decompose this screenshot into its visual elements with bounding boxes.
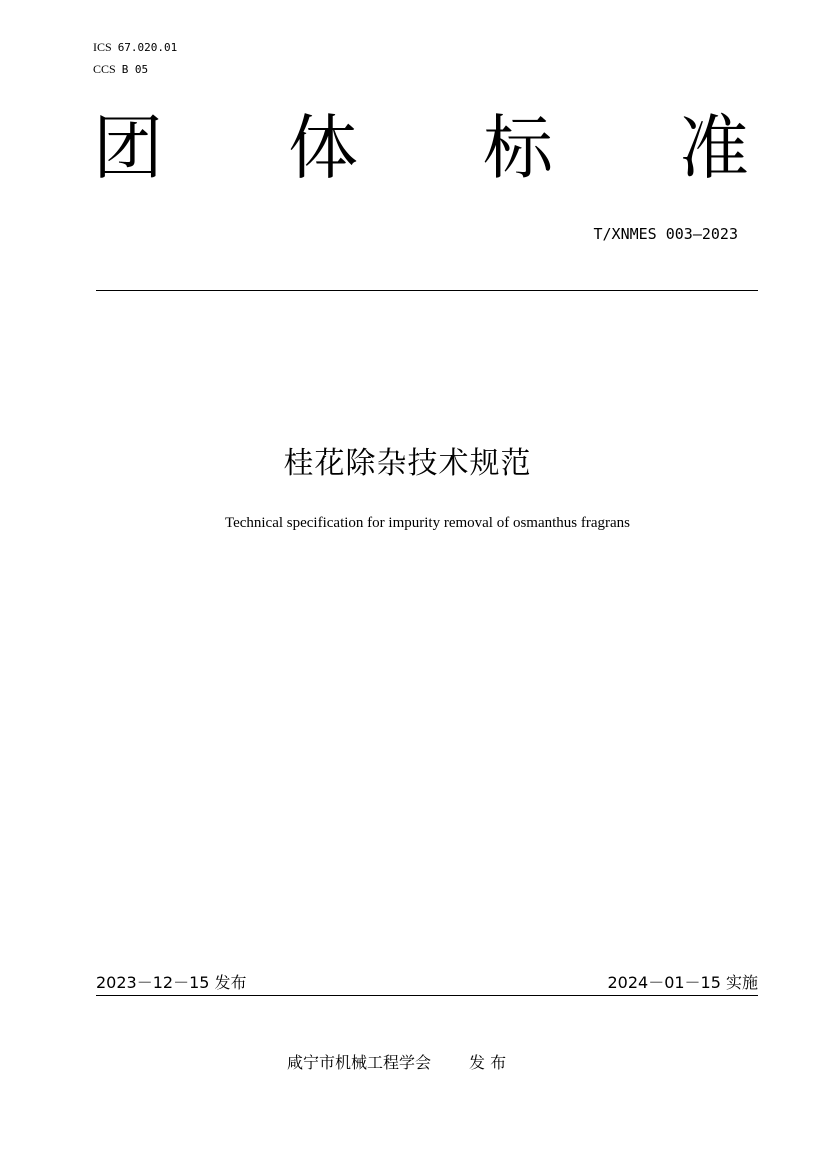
ccs-line xyxy=(93,62,148,77)
ics-line xyxy=(93,40,177,55)
group-standard-char-1: 团 xyxy=(93,107,163,189)
issuer-name: 咸宁市机械工程学会 xyxy=(287,1053,432,1072)
header-divider xyxy=(96,290,758,291)
implement-date: 2024－01－15 实施 xyxy=(607,973,758,992)
document-title-en: Technical specification for impurity removal of osmanthus fragrans xyxy=(224,515,631,531)
ccs-label: CCS xyxy=(93,62,116,76)
group-standard-char-4: 准 xyxy=(679,107,749,189)
footer-divider xyxy=(96,995,758,996)
ccs-value: B 05 xyxy=(121,63,149,76)
issuer-action: 发 布 xyxy=(469,1053,507,1072)
standard-number: T/XNMES 003—2023 xyxy=(593,225,738,243)
document-title-cn: 桂花除杂技术规范 xyxy=(283,446,532,481)
group-standard-char-3: 标 xyxy=(483,107,553,189)
ics-label: ICS xyxy=(93,40,112,54)
publish-date: 2023－12－15 发布 xyxy=(96,973,247,992)
group-standard-char-2: 体 xyxy=(288,107,358,189)
issuer xyxy=(287,1052,506,1074)
ics-value: 67.020.01 xyxy=(117,41,178,54)
